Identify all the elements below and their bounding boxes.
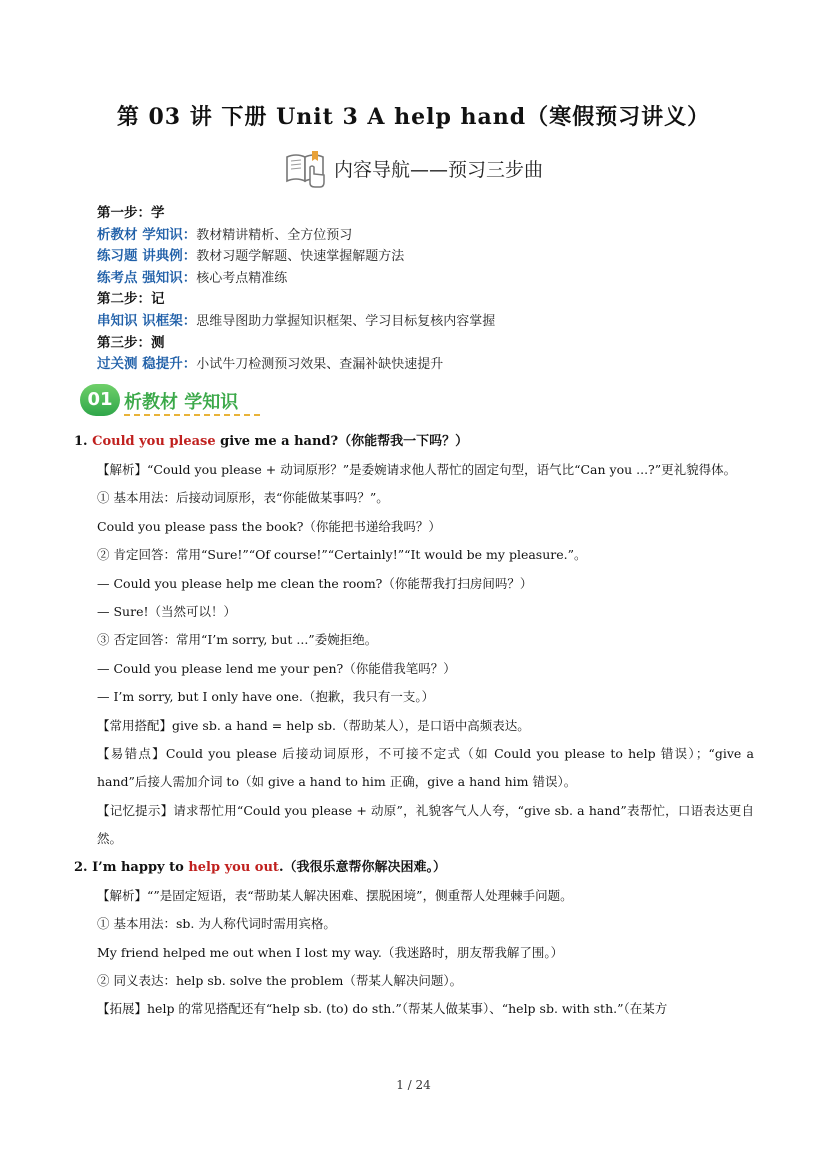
paragraph: ③ 否定回答：常用“I’m sorry, but ...”委婉拒绝。 xyxy=(97,632,378,648)
step-line: 过关测 稳提升：小试牛刀检测预习效果、查漏补缺快速提升 xyxy=(97,356,444,373)
paragraph: 【常用搭配】give sb. a hand = help sb.（帮助某人），是口语中高频表达。 xyxy=(97,717,530,733)
step-line: 第三步：测 xyxy=(97,334,165,351)
paragraph: ① 基本用法：后接动词原形，表“你能做某事吗？”。 xyxy=(97,490,389,506)
step-line: 练考点 强知识：核心考点精准练 xyxy=(97,269,288,286)
paragraph: 【易错点】Could you please 后接动词原形，不可接不定式（如 Could you please to help 错误）；“give a hand”后接人需加介词 to（如 give a hand to him 正确，give a hand him 错误）。 xyxy=(97,746,754,790)
step-line: 串知识 识框架：思维导图助力掌握知识框架、学习目标复核内容掌握 xyxy=(97,312,496,329)
step-line: 第二步：记 xyxy=(97,291,165,308)
step-line: 析教材 学知识：教材精讲精析、全方位预习 xyxy=(97,226,353,243)
section-number-badge: 01 xyxy=(80,384,120,416)
paragraph: 【解析】“Could you please + 动词原形？”是委婉请求他人帮忙的固定句型，语气比“Can you ...?”更礼貌得体。 xyxy=(97,462,737,477)
paragraph: — Sure!（当然可以！） xyxy=(97,604,236,620)
paragraph: Could you please pass the book?（你能把书递给我吗？） xyxy=(97,518,441,534)
document-title: 第 03 讲 下册 Unit 3 A help hand（寒假预习讲义） xyxy=(116,104,711,130)
paragraph: — Could you please lend me your pen?（你能借我笔吗？） xyxy=(97,660,456,676)
page-number: 1 / 24 xyxy=(396,1078,431,1092)
item-heading: 1. Could you please give me a hand?（你能帮我一下吗？） xyxy=(74,434,469,449)
book-pointer-icon xyxy=(284,147,328,189)
paragraph: ② 同义表达：help sb. solve the problem（帮某人解决问题）。 xyxy=(97,972,463,988)
item-heading: 2. I’m happy to help you out.（我很乐意帮你解决困难。） xyxy=(74,859,446,875)
paragraph: ① 基本用法：sb. 为人称代词时需用宾格。 xyxy=(97,916,336,932)
step-line: 练习题 讲典例：教材习题学解题、快速掌握解题方法 xyxy=(97,248,405,265)
navigation-label: 内容导航——预习三步曲 xyxy=(334,158,544,181)
paragraph: — Could you please help me clean the room?（你能帮我打扫房间吗？） xyxy=(97,575,533,591)
section-header xyxy=(80,384,260,420)
paragraph: ② 肯定回答：常用“Sure!”“Of course!”“Certainly!”“It would be my pleasure.”。 xyxy=(97,547,587,563)
paragraph: My friend helped me out when I lost my way.（我迷路时，朋友帮我解了围。） xyxy=(97,944,564,960)
section-title: 析教材 学知识 xyxy=(124,392,239,413)
paragraph: — I’m sorry, but I only have one.（抱歉，我只有一支。） xyxy=(97,689,435,705)
paragraph: 【记忆提示】请求帮忙用“Could you please + 动原”，礼貌客气人人夸，“give sb. a hand”表帮忙，口语表达更自然。 xyxy=(97,802,754,847)
main-content xyxy=(74,428,754,1024)
paragraph: 【解析】“”是固定短语，表“帮助某人解决困难、摆脱困境”，侧重帮人处理棘手问题。 xyxy=(97,887,573,903)
section-underline xyxy=(124,414,260,416)
paragraph: 【拓展】help 的常见搭配还有“help sb. (to) do sth.”（帮某人做某事）、“help sb. with sth.”（在某方 xyxy=(97,1001,668,1017)
step-line: 第一步：学 xyxy=(97,205,165,221)
content-navigation-header xyxy=(284,148,543,188)
steps-list xyxy=(97,203,495,376)
